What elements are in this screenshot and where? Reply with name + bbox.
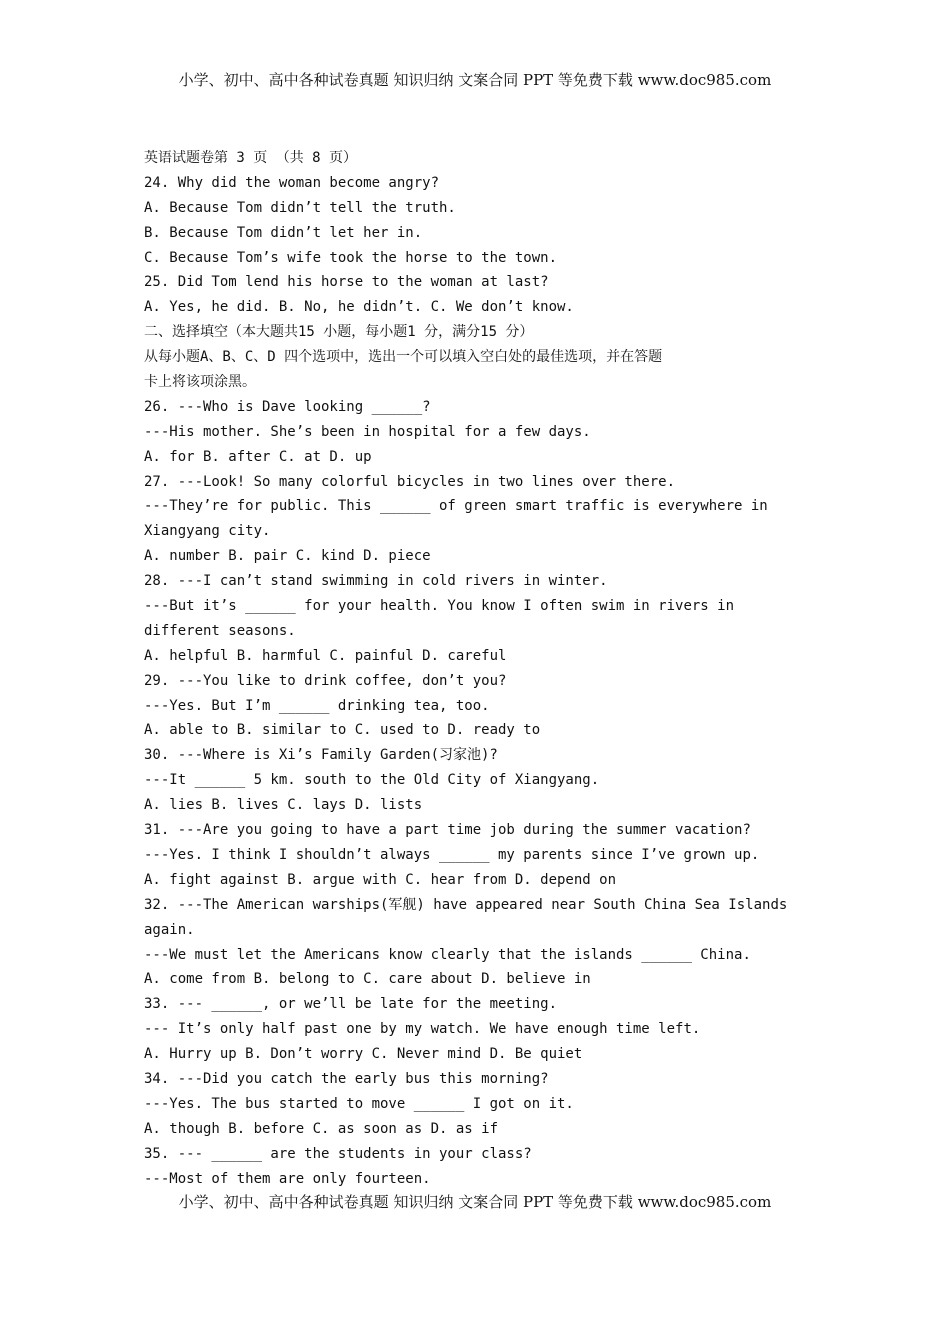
answer-28-cont: different seasons. — [144, 622, 296, 639]
answer-31: ---Yes. I think I shouldn’t always ______ my parents since I’ve grown up. — [144, 846, 760, 863]
answer-32: ---We must let the Americans know clearly that the islands ______ China. — [144, 946, 751, 963]
question-25: 25. Did Tom lend his horse to the woman at last? — [144, 274, 549, 291]
answer-26: ---His mother. She’s been in hospital for a few days. — [144, 423, 591, 440]
exam-content — [144, 146, 804, 1191]
question-32-cont: again. — [144, 921, 195, 938]
answer-27-cont: Xiangyang city. — [144, 523, 271, 540]
page-footer: 小学、初中、高中各种试卷真题 知识归纳 文案合同 PPT 等免费下载 www.doc985.com — [178, 1193, 772, 1211]
answer-33: --- It’s only half past one by my watch. We have enough time left. — [144, 1021, 701, 1038]
options-28: A. helpful B. harmful C. painful D. careful — [144, 647, 507, 664]
options-27: A. number B. pair C. kind D. piece — [144, 548, 431, 565]
section-instruction-cont: 卡上将该项涂黑。 — [144, 374, 256, 391]
answer-30: ---It ______ 5 km. south to the Old City of Xiangyang. — [144, 772, 600, 789]
options-30: A. lies B. lives C. lays D. lists — [144, 797, 423, 814]
options-29: A. able to B. similar to C. used to D. ready to — [144, 722, 541, 739]
options-26: A. for B. after C. at D. up — [144, 448, 372, 465]
question-26: 26. ---Who is Dave looking ______? — [144, 398, 431, 415]
options-34: A. though B. before C. as soon as D. as if — [144, 1120, 499, 1137]
question-34: 34. ---Did you catch the early bus this morning? — [144, 1070, 549, 1087]
answer-29: ---Yes. But I’m ______ drinking tea, too. — [144, 697, 490, 714]
question-33: 33. --- ______, or we’ll be late for the meeting. — [144, 996, 558, 1013]
option-24-c: C. Because Tom’s wife took the horse to the town. — [144, 249, 558, 266]
page-number-line: 英语试题卷第 3 页 （共 8 页） — [144, 150, 358, 166]
question-32: 32. ---The American warships(军舰) have appeared near South China Sea Islands — [144, 896, 788, 913]
question-27: 27. ---Look! So many colorful bicycles in two lines over there. — [144, 473, 676, 490]
options-32: A. come from B. belong to C. care about D. believe in — [144, 971, 591, 988]
question-29: 29. ---You like to drink coffee, don’t you? — [144, 672, 507, 689]
answer-34: ---Yes. The bus started to move ______ I got on it. — [144, 1095, 574, 1112]
question-24: 24. Why did the woman become angry? — [144, 174, 440, 191]
answer-35: ---Most of them are only fourteen. — [144, 1170, 431, 1187]
question-35: 35. --- ______ are the students in your class? — [144, 1145, 532, 1162]
question-28: 28. ---I can’t stand swimming in cold rivers in winter. — [144, 573, 608, 590]
options-31: A. fight against B. argue with C. hear from D. depend on — [144, 871, 617, 888]
options-25: A. Yes, he did. B. No, he didn’t. C. We don’t know. — [144, 299, 574, 316]
answer-28: ---But it’s ______ for your health. You know I often swim in rivers in — [144, 598, 735, 615]
answer-27: ---They’re for public. This ______ of green smart traffic is everywhere in — [144, 498, 768, 515]
option-24-b: B. Because Tom didn’t let her in. — [144, 224, 423, 241]
option-24-a: A. Because Tom didn’t tell the truth. — [144, 199, 456, 216]
question-31: 31. ---Are you going to have a part time job during the summer vacation? — [144, 822, 751, 839]
page-header: 小学、初中、高中各种试卷真题 知识归纳 文案合同 PPT 等免费下载 www.doc985.com — [178, 71, 772, 89]
question-30: 30. ---Where is Xi’s Family Garden(习家池)? — [144, 747, 498, 764]
options-33: A. Hurry up B. Don’t worry C. Never mind D. Be quiet — [144, 1046, 583, 1063]
section-title: 二、选择填空（本大题共15 小题，每小题1 分，满分15 分） — [144, 324, 534, 341]
section-instruction: 从每小题A、B、C、D 四个选项中，选出一个可以填入空白处的最佳选项，并在答题 — [144, 349, 663, 366]
